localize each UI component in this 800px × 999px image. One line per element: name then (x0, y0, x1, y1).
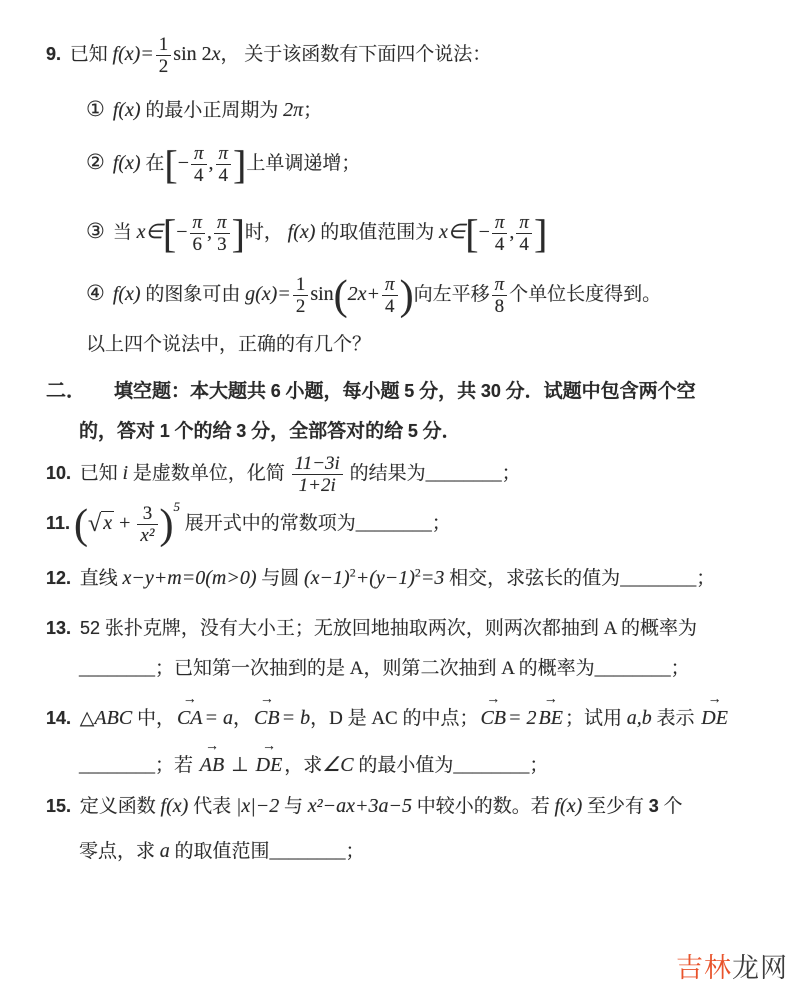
total-points: 30 (480, 380, 501, 401)
close-bracket: ] (231, 210, 245, 256)
vector-DE (701, 692, 728, 733)
text-run: ；试用 (564, 708, 627, 730)
points-five: 5 (407, 420, 418, 441)
text-run: 的结果为 (344, 463, 426, 485)
text-run: 当 (112, 222, 137, 244)
inner-expression: 2x+ (347, 282, 381, 305)
answer-blank: ________ (425, 463, 502, 485)
text-run: 代表 (188, 796, 236, 818)
vector-arrow-icon: → (261, 739, 276, 755)
answer-blank: ________ (594, 657, 671, 679)
question-number: 12. (46, 568, 72, 589)
text-run: 中， (132, 708, 175, 730)
text-run: 定义函数 (75, 796, 161, 818)
text-run: 时， (244, 222, 288, 244)
x-in: x∈ (136, 221, 163, 244)
section-number: 二． (46, 379, 86, 402)
imaginary-unit: i (122, 462, 129, 485)
text-run: 中较小的数。若 (411, 796, 555, 818)
text-run: 已知 (75, 463, 123, 485)
vector-arrow-icon: → (204, 739, 219, 755)
question-number: 11. (46, 512, 71, 533)
text-run: 直线 (75, 568, 123, 590)
fraction-pi-4 (191, 143, 207, 187)
function-fx: f(x) (287, 221, 316, 244)
fraction-3-x2 (137, 503, 157, 547)
numerator: π (214, 212, 230, 234)
vector-letters: DE (701, 707, 728, 730)
question-number: 10. (46, 463, 72, 484)
line-equation: x−y+m=0(m>0) (122, 567, 257, 590)
numerator: π (382, 274, 398, 296)
fraction-pi-4 (492, 212, 508, 256)
question-12 (46, 564, 766, 593)
question-10 (46, 453, 766, 497)
question-13-line-2 (46, 655, 766, 683)
sin-label: sin (310, 282, 334, 305)
denominator: 1+2i (298, 475, 336, 497)
text-run: 分． (417, 420, 461, 442)
circle-term-y: +(y−1) (355, 567, 415, 590)
text-run: 个的给 (169, 420, 237, 442)
vector-letters: CB (480, 707, 507, 730)
text-run: ；若 (155, 755, 198, 777)
text-run: 上单调递增； (246, 152, 361, 174)
text-run: ； (431, 512, 451, 534)
sqrt-symbol: √ (88, 510, 102, 537)
card-count: 52 (75, 618, 101, 639)
numerator: π (191, 143, 207, 165)
triangle-symbol: △ (75, 708, 95, 730)
minus-sign: − (478, 221, 490, 244)
function-fx: f(x) (554, 795, 583, 818)
numerator: π (492, 212, 508, 234)
question-11 (46, 498, 766, 548)
vector-DE (255, 739, 283, 780)
numerator: π (516, 212, 532, 234)
vars-ab: a,b (626, 707, 652, 730)
question-15-line-2 (46, 837, 766, 866)
answer-blank: ________ (79, 657, 155, 679)
text-run: 分，共 (414, 380, 481, 402)
circle-term-x: (x−1) (304, 567, 350, 590)
fraction-pi-6 (190, 212, 206, 256)
answer-blank: ________ (269, 841, 346, 863)
text-run: 分，全部答对的给 (246, 420, 408, 442)
open-bracket: [ (162, 210, 177, 256)
comma: , (509, 221, 515, 244)
answer-blank: ________ (620, 568, 697, 590)
statement-4 (46, 274, 766, 318)
fraction-pi-3 (214, 212, 230, 256)
circled-1-icon: ① (86, 96, 105, 121)
fraction-pi-4 (216, 143, 232, 187)
watermark (676, 946, 788, 985)
text-run: 与圆 (256, 568, 305, 590)
open-paren: ( (74, 501, 89, 548)
function-fx: f(x) (112, 98, 141, 121)
text-run: 展开式中的常数项为 (180, 512, 356, 534)
statement-3 (46, 212, 766, 256)
fraction-pi-8 (492, 274, 508, 318)
vector-CB (254, 692, 280, 733)
denominator: 8 (494, 295, 505, 317)
text-run: ； (670, 657, 690, 679)
count-three: 3 (648, 796, 659, 817)
open-paren: ( (333, 272, 348, 319)
text-run: 向左平移 (413, 283, 490, 305)
watermark-text-primary: 吉林 (676, 953, 732, 983)
question-15-line-1 (46, 792, 766, 821)
text-run: 零点，求 (79, 841, 160, 863)
value-2pi: 2π (283, 98, 304, 121)
vector-letters: AB (199, 754, 225, 777)
denominator: 4 (519, 234, 529, 256)
question-14-line-1 (46, 692, 766, 733)
variable-x: x (211, 43, 221, 66)
minus-sign: − (177, 151, 189, 174)
vector-arrow-icon: → (486, 692, 501, 708)
function-gx: g(x)= (245, 282, 291, 305)
question-14-line-2 (46, 739, 766, 780)
question-number: 15. (46, 796, 72, 817)
comma: , (207, 221, 213, 244)
text-run: ； (529, 755, 549, 777)
question-number: 9. (46, 44, 62, 65)
sin-term: sin 2 (173, 43, 212, 66)
text-run: 分．试题中包含两个空 (500, 380, 696, 402)
numerator: π (190, 212, 206, 234)
vector-CB (480, 692, 507, 733)
text-run: ； (501, 463, 521, 485)
text-run: 小题，每小题 (280, 380, 405, 402)
statement-1 (46, 94, 766, 125)
text-run: 个单位长度得到。 (509, 283, 662, 305)
minus-sign: − (176, 221, 188, 244)
comma: , (208, 151, 214, 174)
text-run: 是虚数单位，化简 (128, 463, 290, 485)
radicand-x: x (103, 511, 113, 534)
text-run: 的图象可由 (140, 283, 246, 305)
fraction-one-half (156, 34, 172, 78)
equals-3: =3 (420, 567, 445, 590)
equals-a: = a (204, 707, 234, 730)
fraction-one-half (293, 274, 309, 318)
text-run: 的最小值为 (353, 755, 454, 777)
numerator: π (492, 274, 508, 296)
vector-letters: CA (176, 707, 203, 730)
variable-a: a (159, 840, 170, 863)
equals-b: = b (281, 707, 311, 730)
answer-blank: ________ (79, 755, 155, 777)
question-9-closing (46, 331, 766, 359)
function-fx: f(x) (112, 282, 141, 305)
answer-blank: ________ (453, 755, 530, 777)
text-run: 表示 (651, 708, 700, 730)
text-run: ， 关于该函数有下面四个说法： (220, 44, 492, 66)
x-in: x∈ (438, 221, 466, 244)
text-run: ；已知第一次抽到的是 A，则第二次抽到 A 的概率为 (155, 657, 595, 679)
text-run: 的取值范围 (169, 841, 270, 863)
question-9-stem (46, 34, 766, 78)
answer-blank: ________ (355, 512, 432, 534)
text-run: ，D 是 AC 的中点； (310, 708, 479, 730)
text-run: 个 (658, 796, 683, 818)
quadratic-expression: x²−ax+3a−5 (307, 795, 412, 818)
vector-letters: DE (255, 754, 283, 777)
numerator: π (216, 143, 232, 165)
equals-2: = 2 (508, 707, 537, 730)
vector-letters: CB (254, 707, 280, 730)
fraction-pi-4 (382, 274, 398, 318)
plus-sign: + (114, 511, 136, 534)
text-run: 填空题：本大题共 (114, 380, 271, 402)
denominator: 4 (218, 164, 229, 186)
function-fx: f(x) (112, 151, 141, 174)
vector-arrow-icon: → (259, 692, 274, 708)
text-run: 的最小正周期为 (140, 99, 284, 121)
section-2-header-line-2 (46, 418, 766, 446)
denominator: 2 (295, 295, 306, 317)
denominator: 4 (193, 164, 204, 186)
vector-CA (176, 692, 203, 733)
vector-arrow-icon: → (182, 692, 197, 708)
function-expression: f(x)= (112, 43, 154, 66)
text-run: 已知 (65, 44, 113, 66)
vector-arrow-icon: → (543, 692, 558, 708)
numerator: 11−3i (292, 453, 343, 475)
numerator: 1 (293, 274, 309, 296)
denominator: x² (140, 525, 155, 547)
vector-BE (538, 692, 563, 733)
vector-arrow-icon: → (707, 692, 722, 708)
fraction-pi-4 (516, 212, 532, 256)
denominator: 2 (158, 56, 169, 78)
points-three: 3 (236, 420, 247, 441)
text-run: 的，答对 (79, 420, 160, 442)
numerator: 1 (156, 34, 172, 56)
denominator: 3 (217, 234, 227, 256)
text-run: ， (233, 708, 253, 730)
watermark-text-secondary: 龙网 (732, 953, 788, 983)
exponent-5: 5 (173, 498, 181, 514)
function-fx: f(x) (160, 795, 189, 818)
text-run: 张扑克牌，没有大小王；无放回地抽取两次，则两次都抽到 A 的概率为 (100, 618, 697, 640)
perpendicular-symbol: ⊥ (226, 754, 254, 777)
text-run: 以上四个说法中，正确的有几个？ (86, 334, 372, 356)
text-run: ； (696, 568, 716, 590)
text-run: ； (303, 99, 323, 121)
text-run: 与 (279, 796, 308, 818)
text-run: 相交，求弦长的值为 (444, 568, 621, 590)
open-bracket: [ (164, 141, 178, 187)
circled-4-icon: ④ (86, 280, 105, 305)
denominator: 4 (494, 234, 505, 256)
question-number: 14. (46, 708, 72, 729)
abs-expression: |x|−2 (235, 795, 280, 818)
count-one: 1 (159, 420, 170, 441)
text-run: ； (345, 841, 365, 863)
section-2-header-line-1 (46, 377, 766, 406)
text-run: 的取值范围为 (315, 222, 439, 244)
exponent-2: 2 (349, 565, 356, 580)
triangle-abc: ABC (94, 707, 133, 730)
vector-AB (199, 739, 225, 780)
close-bracket: ] (533, 210, 548, 256)
complex-fraction (292, 453, 343, 497)
circled-2-icon: ② (86, 149, 105, 174)
text-run: 至少有 (582, 796, 649, 818)
exponent-2: 2 (414, 565, 421, 580)
close-paren: ) (399, 272, 414, 319)
statement-2 (46, 143, 766, 187)
circled-3-icon: ③ (86, 219, 105, 244)
points-per-question: 5 (404, 380, 415, 401)
angle-C: ∠C (322, 754, 354, 777)
question-13-line-1 (46, 615, 766, 643)
vector-letters: BE (538, 707, 563, 730)
count-questions: 6 (270, 380, 281, 401)
close-paren: ) (159, 501, 174, 548)
denominator: 6 (192, 234, 203, 256)
open-bracket: [ (465, 210, 479, 256)
text-run: ，求 (284, 755, 323, 777)
numerator: 3 (137, 503, 157, 525)
close-bracket: ] (233, 141, 247, 187)
text-run: 在 (140, 152, 165, 174)
denominator: 4 (385, 295, 395, 317)
question-number: 13. (46, 618, 72, 639)
